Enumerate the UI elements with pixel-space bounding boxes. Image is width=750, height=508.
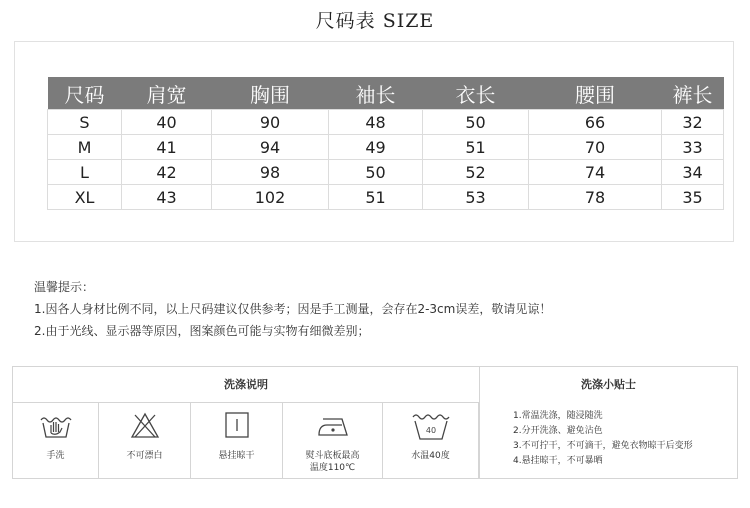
table-row bbox=[48, 135, 724, 160]
header-sleeve: 袖长 bbox=[329, 77, 423, 110]
header-shoulder: 肩宽 bbox=[122, 77, 212, 110]
table-cell: 51 bbox=[329, 185, 423, 210]
table-cell: 32 bbox=[662, 110, 724, 135]
list-item: 1.常温洗涤，随浸随洗 bbox=[513, 411, 603, 421]
list-item: 4.悬挂晾干，不可暴晒 bbox=[513, 456, 603, 466]
table-cell: 78 bbox=[529, 185, 662, 210]
hang-dry-icon bbox=[223, 411, 251, 439]
table-cell: 66 bbox=[529, 110, 662, 135]
care-label: 悬挂晾干 bbox=[218, 451, 255, 461]
note-line: 2.由于光线、显示器等原因，图案颜色可能与实物有细微差别； bbox=[34, 324, 370, 338]
care-panel bbox=[12, 366, 738, 479]
table-cell: 102 bbox=[212, 185, 329, 210]
table-cell: 90 bbox=[212, 110, 329, 135]
care-label: 手洗 bbox=[46, 451, 65, 461]
table-cell: S bbox=[48, 110, 122, 135]
care-label: 不可漂白 bbox=[126, 451, 163, 461]
table-cell: 49 bbox=[329, 135, 423, 160]
care-tips-list bbox=[513, 409, 693, 469]
table-cell: L bbox=[48, 160, 122, 185]
size-table bbox=[47, 77, 724, 210]
note-line: 1.因各人身材比例不同，以上尺码建议仅供参考；因是手工测量，会存在2-3cm误差，敬请见谅！ bbox=[34, 302, 552, 316]
table-cell: XL bbox=[48, 185, 122, 210]
table-cell: 34 bbox=[662, 160, 724, 185]
table-cell: 33 bbox=[662, 135, 724, 160]
table-cell: 41 bbox=[122, 135, 212, 160]
header-chest: 胸围 bbox=[212, 77, 329, 110]
table-cell: 94 bbox=[212, 135, 329, 160]
table-cell: M bbox=[48, 135, 122, 160]
care-symbol-no-bleach bbox=[99, 402, 191, 478]
care-symbol-iron bbox=[283, 402, 383, 478]
notes-section bbox=[34, 276, 551, 342]
table-header-row bbox=[48, 77, 724, 110]
header-pants-length: 裤长 bbox=[662, 77, 724, 110]
table-cell: 43 bbox=[122, 185, 212, 210]
notes-heading: 温馨提示： bbox=[34, 280, 95, 294]
care-divider bbox=[479, 367, 480, 478]
care-symbol-water-temp bbox=[383, 402, 479, 478]
no-bleach-icon bbox=[130, 411, 160, 439]
table-cell: 70 bbox=[529, 135, 662, 160]
table-row bbox=[48, 185, 724, 210]
table-row bbox=[48, 160, 724, 185]
table-cell: 52 bbox=[423, 160, 529, 185]
table-cell: 50 bbox=[329, 160, 423, 185]
iron-icon bbox=[315, 411, 351, 439]
care-symbol-hand-wash bbox=[13, 402, 99, 478]
table-cell: 40 bbox=[122, 110, 212, 135]
header-waist: 腰围 bbox=[529, 77, 662, 110]
table-row bbox=[48, 110, 724, 135]
table-cell: 48 bbox=[329, 110, 423, 135]
table-cell: 35 bbox=[662, 185, 724, 210]
size-chart-panel bbox=[14, 41, 734, 242]
table-cell: 42 bbox=[122, 160, 212, 185]
water-temp-icon bbox=[411, 411, 451, 441]
list-item: 2.分开洗涤、避免沾色 bbox=[513, 426, 603, 436]
hand-wash-icon bbox=[39, 411, 73, 439]
tips-heading: 洗涤小贴士 bbox=[581, 378, 636, 391]
header-length: 衣长 bbox=[423, 77, 529, 110]
header-size: 尺码 bbox=[48, 77, 122, 110]
water-temp-value: 40 bbox=[425, 426, 436, 435]
table-cell: 74 bbox=[529, 160, 662, 185]
care-symbol-hang-dry bbox=[191, 402, 283, 478]
washing-heading: 洗涤说明 bbox=[224, 378, 268, 391]
care-label: 熨斗底板最高 温度110℃ bbox=[305, 451, 360, 473]
table-cell: 51 bbox=[423, 135, 529, 160]
care-label: 水温40度 bbox=[411, 451, 450, 461]
table-cell: 53 bbox=[423, 185, 529, 210]
list-item: 3.不可拧干，不可滴干，避免衣物晾干后变形 bbox=[513, 441, 693, 451]
table-cell: 98 bbox=[212, 160, 329, 185]
table-cell: 50 bbox=[423, 110, 529, 135]
page-title: 尺码表 SIZE bbox=[315, 10, 435, 32]
